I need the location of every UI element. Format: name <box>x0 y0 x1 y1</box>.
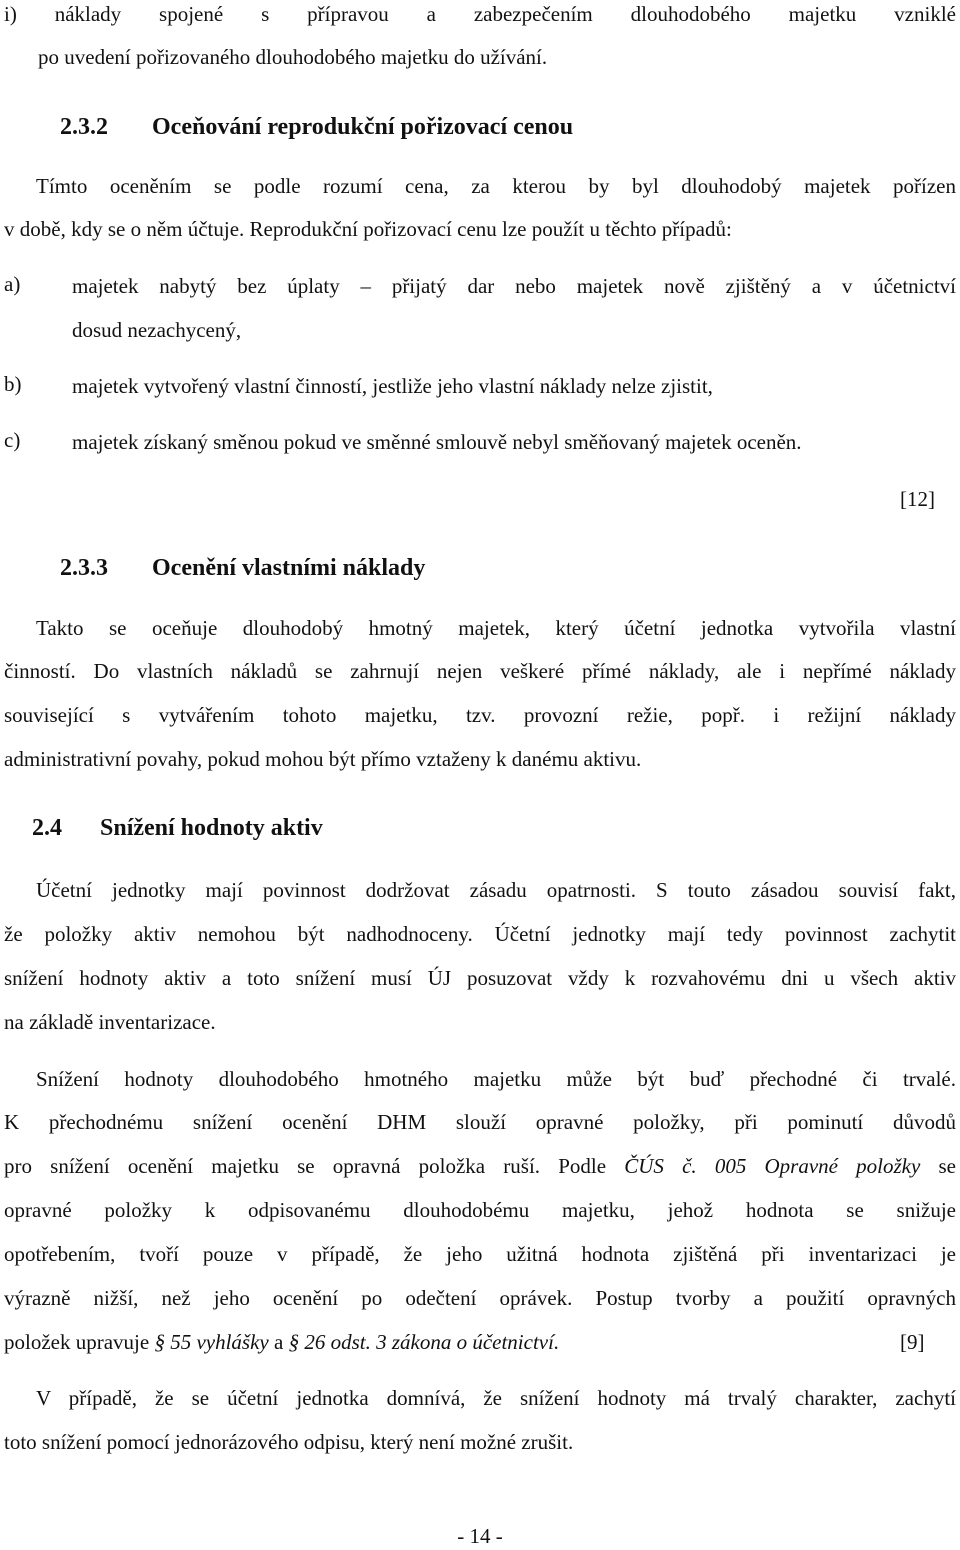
paragraph-line: Tímto oceněním se podle rozumí cena, za kterou by byl dlouhodobý majetek pořízen <box>36 174 956 198</box>
law-reference: § 26 odst. 3 zákona o účetnictví. <box>288 1330 560 1354</box>
paragraph-line: související s vytvářením tohoto majetku, tzv. provozní režie, popř. i režijní náklady <box>4 703 956 727</box>
paragraph-line: v době, kdy se o něm účtuje. Reprodukční pořizovací cenu lze použít u těchto případů: <box>4 217 732 241</box>
page-number: - 14 - <box>457 1524 503 1548</box>
paragraph-line: snížení hodnoty aktiv a toto snížení musí ÚJ posuzovat vždy k rozvahovému dni u všech aktiv <box>4 966 956 990</box>
paragraph-line: Účetní jednotky mají povinnost dodržovat zásadu opatrnosti. S touto zásadou souvisí fakt, <box>36 878 956 902</box>
paragraph-line: činností. Do vlastních nákladů se zahrnují nejen veškeré přímé náklady, ale i nepřímé náklady <box>4 659 956 683</box>
law-reference: § 55 vyhlášky <box>154 1330 269 1354</box>
list-text: majetek vytvořený vlastní činností, jestliže jeho vlastní náklady nelze zjistit, <box>72 374 713 398</box>
text-run: pro snížení ocenění majetku se opravná položka ruší. Podle <box>4 1154 625 1178</box>
list-text: majetek nabytý bez úplaty – přijatý dar nebo majetek nově zjištěný a v účetnictví <box>72 274 956 298</box>
section-number: 2.3.2 <box>60 114 108 140</box>
paragraph-line: opotřebením, tvoří pouze v případě, že jeho užitná hodnota zjištěná při inventarizaci je <box>4 1242 956 1266</box>
section-number: 2.4 <box>32 815 62 841</box>
text-run: se <box>920 1154 957 1178</box>
paragraph-line: administrativní povahy, pokud mohou být přímo vztaženy k danému aktivu. <box>4 747 642 771</box>
section-title: Oceňování reprodukční pořizovací cenou <box>152 114 574 140</box>
section-number: 2.3.3 <box>60 555 108 581</box>
section-title: Ocenění vlastními náklady <box>152 555 426 581</box>
text-run: položek upravuje <box>4 1330 155 1354</box>
paragraph-line: K přechodnému snížení ocenění DHM slouží opravné položky, při pominutí důvodů <box>4 1110 956 1134</box>
citation-reference: [9] <box>900 1330 925 1354</box>
list-text: majetek získaný směnou pokud ve směnné smlouvě nebyl směňovaný majetek oceněn. <box>72 430 802 454</box>
section-title: Snížení hodnoty aktiv <box>100 815 323 841</box>
list-label: c) <box>4 428 21 452</box>
paragraph-line: na základě inventarizace. <box>4 1010 216 1034</box>
paragraph-line: opravné položky k odpisovanému dlouhodobému majetku, jehož hodnota se snižuje <box>4 1198 956 1222</box>
standard-reference: ČÚS č. 005 Opravné položky <box>624 1154 921 1178</box>
paragraph-line <box>4 1152 956 1180</box>
list-label: b) <box>4 372 22 396</box>
paragraph-line: Takto se oceňuje dlouhodobý hmotný majetek, který účetní jednotka vytvořila vlastní <box>36 616 956 640</box>
list-item-i: i) náklady spojené s přípravou a zabezpečením dlouhodobého majetku vzniklé <box>4 2 956 26</box>
list-item-i-continuation: po uvedení pořizovaného dlouhodobého majetku do užívání. <box>38 45 548 69</box>
paragraph-line: výrazně nižší, než jeho ocenění po odečtení oprávek. Postup tvorby a použití opravných <box>4 1286 956 1310</box>
paragraph-line: V případě, že se účetní jednotka domnívá, že snížení hodnoty má trvalý charakter, zachytí <box>36 1386 956 1410</box>
list-text: dosud nezachycený, <box>72 318 242 342</box>
citation-reference: [12] <box>900 487 935 511</box>
paragraph-line: toto snížení pomocí jednorázového odpisu, který není možné zrušit. <box>4 1430 574 1454</box>
list-label: a) <box>4 272 21 296</box>
paragraph-line <box>4 1328 559 1356</box>
text-run: a <box>268 1330 289 1354</box>
paragraph-line: Snížení hodnoty dlouhodobého hmotného majetku může být buď přechodné či trvalé. <box>36 1067 956 1091</box>
paragraph-line: že položky aktiv nemohou být nadhodnoceny. Účetní jednotky mají tedy povinnost zachytit <box>4 922 956 946</box>
